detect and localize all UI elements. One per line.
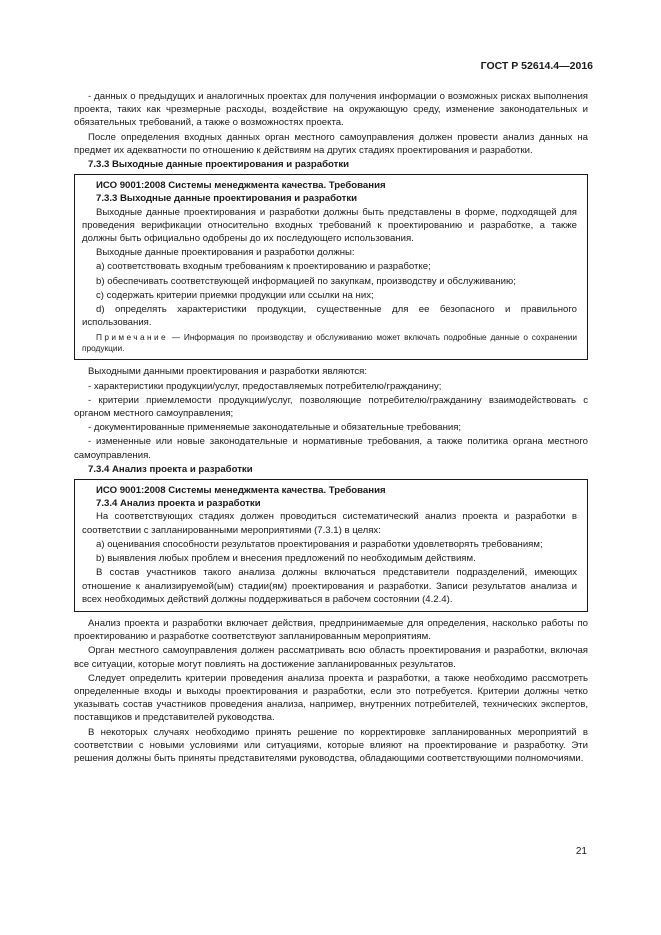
note-text: — Информация по производству и обслуживанию может включать подробные данные о сохранении продукции.: [82, 332, 577, 354]
standard-title: ИСО 9001:2008 Системы менеджмента качества. Требования: [96, 180, 386, 192]
list-item: b) выявления любых проблем и внесения предложений по необходимым действиям.: [96, 553, 476, 565]
standard-quote-box-7-3-4: [74, 479, 588, 612]
list-item: - характеристики продукции/услуг, предоставляемых потребителю/гражданину;: [88, 380, 442, 392]
list-item: - критерии приемлемости продукции/услуг, позволяющие потребителю/гражданину взаимодействовать с органом местного самоуправления;: [74, 394, 588, 420]
note-label: Примечание: [96, 332, 169, 343]
page-number: 21: [575, 846, 587, 857]
paragraph: Выходные данные проектирования и разработки должны быть представлены в форме, подходящей для проведения верификации относительно входных требований к проектированию и разработке, а также должны быть официально одобрены до их последующего использования.: [82, 206, 577, 245]
standard-quote-box-7-3-3: [74, 174, 588, 360]
standard-subtitle: 7.3.3 Выходные данные проектирования и разработки: [96, 193, 358, 205]
paragraph: Анализ проекта и разработки включает действия, предпринимаемые для определения, насколько работы по проектированию и разработке соответствуют запланированным мероприятиям.: [74, 617, 588, 643]
paragraph: Выходные данные проектирования и разработки должны:: [96, 247, 355, 259]
paragraph: Орган местного самоуправления должен рассматривать всю область проектирования и разработки, включая все ситуации, которые могут повлиять на достижение запланированных результатов.: [74, 645, 588, 670]
paragraph: После определения входных данных орган местного самоуправления должен провести анализ данных на предмет их адекватности по отношению к действиям на других стадиях проектирования и разработки.: [74, 131, 588, 156]
section-heading-7-3-4: 7.3.4 Анализ проекта и разработки: [88, 463, 253, 475]
paragraph: В некоторых случаях необходимо принять решение по корректировке запланированных мероприятий в соответствии с новыми условиями или ситуациями, которые влияют на проектирование и разработку. Эти решения должны быть приняты представителями руководства, обладающими соответствующими полномочиями.: [74, 726, 588, 764]
list-item: a) соответствовать входным требованиям к проектированию и разработке;: [96, 261, 431, 273]
section-heading-7-3-3: 7.3.3 Выходные данные проектирования и разработки: [88, 159, 350, 171]
paragraph: Выходными данными проектирования и разработки являются:: [88, 366, 368, 378]
paragraph: На соответствующих стадиях должен проводиться систематический анализ проекта и разработки в соответствии с запланированными мероприятиями (7.3.1) в целях:: [82, 511, 577, 536]
list-item: a) оценивания способности результатов проектирования и разработки удовлетворять требованиям;: [96, 538, 543, 550]
list-item: - документированные применяемые законодательные и обязательные требования;: [88, 422, 462, 434]
list-item: b) обеспечивать соответствующей информацией по закупкам, производству и обслуживанию;: [96, 275, 516, 287]
paragraph: Следует определить критерии проведения анализа проекта и разработки, а также необходимо рассмотреть определенные входы и выходы проектирования и разработки, если это потребуется. Критерии должны четко указывать состав участников проведения анализа, например, внутренних потребителей, технических экспертов, поставщиков и представителей руководства.: [74, 672, 588, 724]
list-item: c) содержать критерии приемки продукции или ссылки на них;: [96, 289, 374, 301]
paragraph: - данных о предыдущих и аналогичных проектах для получения информации о возможных рисках выполнения проекта, таких как чрезмерные расходы, воздействие на окружающую среду, изменение законодательных и обязательных требований, а также о возможностях проекта.: [74, 91, 588, 129]
note: [82, 332, 577, 354]
document-id-header: ГОСТ Р 52614.4—2016: [480, 60, 593, 72]
document-body: [74, 90, 588, 766]
list-item: d) определять характеристики продукции, существенные для ее безопасного и правильного использования.: [82, 304, 577, 329]
list-item: - измененные или новые законодательные и нормативные требования, а также политика органа местного самоуправления.: [74, 436, 588, 461]
paragraph: В состав участников такого анализа должны включаться представители подразделений, имеющих отношение к анализируемой(ым) стадии(ям) проектирования и разработки. Записи результатов анализа и всех необходимых действий должны поддерживаться в рабочем состоянии (4.2.4).: [82, 567, 577, 605]
standard-title: ИСО 9001:2008 Системы менеджмента качества. Требования: [96, 485, 386, 497]
standard-subtitle: 7.3.4 Анализ проекта и разработки: [96, 498, 261, 510]
